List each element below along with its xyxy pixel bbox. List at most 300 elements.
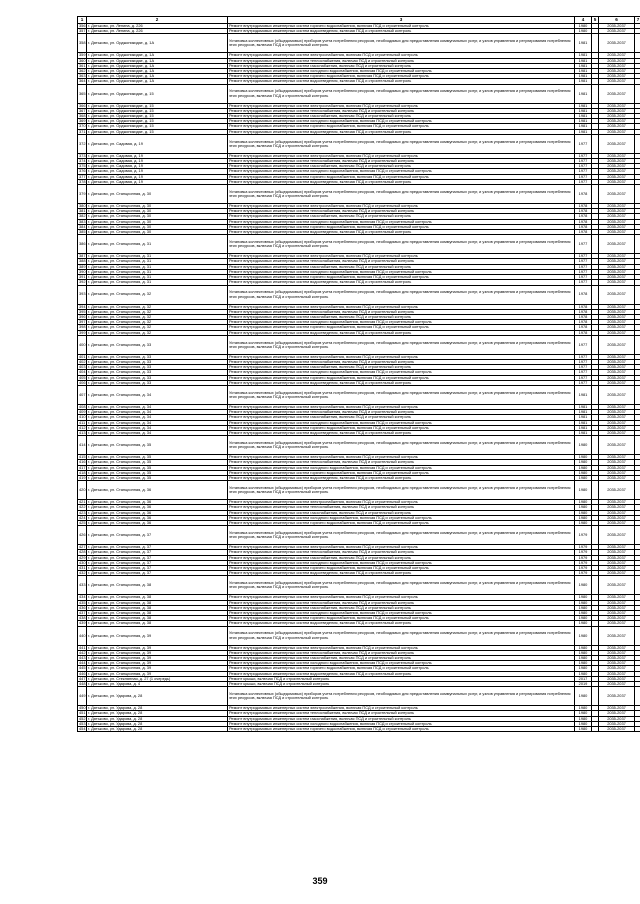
year-cell: 1979 — [575, 566, 592, 571]
year-cell: 1980 — [575, 470, 592, 475]
address-cell: г. Дятьково, ул. Станционная, д. 33 — [87, 359, 228, 364]
year-cell: 1977 — [575, 174, 592, 179]
work-type-cell: Ремонт крыши, включая ПСД и строительный контроль — [228, 682, 575, 687]
period-cell: 2035-2037 — [599, 505, 635, 510]
work-type-cell: Ремонт внутридомовых инженерных систем электроснабжения, включая ПСД и строительный контроль — [228, 455, 575, 460]
row-number: 403 — [79, 364, 86, 370]
address-cell: г. Дятьково, ул. Станционная, д. 31 — [87, 264, 228, 269]
address-cell: г. Дятьково, ул. Садовая, д. 19 — [87, 159, 228, 164]
address-cell: г. Дятьково, ул. Станционная, д. 37 — [87, 550, 228, 555]
row-number: 420 — [78, 481, 87, 500]
year-cell: 1980 — [575, 711, 592, 716]
table-row — [78, 385, 640, 404]
period-cell: 2035-2037 — [599, 425, 635, 430]
row-number: 392 — [79, 279, 86, 285]
row-number: 389 — [79, 264, 86, 269]
empty-cell — [635, 727, 640, 732]
work-type-cell: Ремонт внутридомовых инженерных систем электроснабжения, включая ПСД и строительный контроль — [228, 153, 575, 158]
year-cell: 1978 — [575, 304, 592, 309]
period-cell: 2035-2037 — [599, 721, 635, 726]
address-cell: г. Дятьково, ул. Орджоникидзе, д. 15 — [87, 124, 228, 129]
row-number: 433 — [78, 576, 87, 595]
table-row — [78, 34, 640, 53]
work-type-cell: Ремонт внутридомовых инженерных систем теплоснабжения, включая ПСД и строительный контроль — [228, 460, 575, 465]
address-cell: г. Дятьково, ул. Станционная, д. 35 — [87, 465, 228, 470]
year-cell: 1980 — [575, 436, 592, 455]
address-cell: г. Дятьково, ул. Орджоникидзе, д. 15 — [87, 129, 228, 134]
period-cell: 2035-2037 — [599, 481, 635, 500]
year-cell: 1981 — [575, 53, 592, 58]
address-cell: г. Дятьково, ул. Станционная, д. 39 — [87, 666, 228, 671]
table-row — [78, 134, 640, 153]
row-number: 414 — [78, 436, 87, 455]
year-cell: 1981 — [575, 58, 592, 63]
row-number: 391 — [79, 274, 86, 280]
period-cell: 2035-2037 — [599, 29, 635, 34]
year-cell: 1979 — [575, 555, 592, 560]
row-number: 436 — [79, 605, 86, 610]
period-cell: 2035-2037 — [599, 526, 635, 545]
work-type-cell: Ремонт внутридомовых инженерных систем холодного водоснабжения, включая ПСД и строительный контроль — [228, 721, 575, 726]
work-type-cell: Ремонт внутридомовых инженерных систем газоснабжения, включая ПСД и строительный контроль — [228, 716, 575, 721]
period-cell: 2035-2037 — [599, 114, 635, 119]
year-cell: 1980 — [575, 621, 592, 626]
work-type-cell: Ремонт внутридомовых инженерных систем водоотведения, включая ПСД и строительный контроль — [228, 571, 575, 576]
row-number: 395 — [79, 309, 86, 314]
address-cell: г. Дятьково, ул. Станционная, д. 34 — [87, 404, 228, 409]
period-cell: 2035-2037 — [599, 560, 635, 565]
row-number: 405 — [79, 375, 86, 380]
year-cell: 1978 — [575, 320, 592, 325]
year-cell: 1980 — [575, 455, 592, 460]
work-type-cell: Ремонт внутридомовых инженерных систем электроснабжения, включая ПСД и строительный контроль — [228, 53, 575, 58]
year-cell: 1980 — [575, 687, 592, 706]
work-type-cell: Ремонт внутридомовых инженерных систем водоотведения, включая ПСД и строительный контроль — [228, 280, 575, 285]
row-number: 406 — [79, 380, 86, 385]
period-cell: 2035-2037 — [599, 259, 635, 264]
row-number: 449 — [78, 687, 87, 706]
period-cell: 2035-2037 — [599, 430, 635, 435]
row-number: 454 — [79, 726, 86, 732]
row-number: 415 — [79, 454, 86, 460]
address-cell: г. Дятьково, ул. Станционная, д. 37 — [87, 560, 228, 565]
work-type-cell: Ремонт внутридомовых инженерных систем электроснабжения, включая ПСД и строительный контроль — [228, 595, 575, 600]
period-cell: 2035-2037 — [599, 716, 635, 721]
period-cell: 2035-2037 — [599, 375, 635, 380]
year-cell: 1980 — [575, 500, 592, 505]
year-cell: 1981 — [575, 84, 592, 103]
address-cell: г. Дятьково, ул. Орджоникидзе, д. 1А — [87, 58, 228, 63]
row-number: 385 — [79, 229, 86, 235]
year-cell: 1980 — [575, 605, 592, 610]
year-cell: 1980 — [575, 29, 592, 34]
work-type-cell: Ремонт внутридомовых инженерных систем холодного водоснабжения, включая ПСД и строительный контроль — [228, 370, 575, 375]
period-cell: 2035-2037 — [599, 727, 635, 732]
period-cell: 2035-2037 — [599, 309, 635, 314]
empty-cell — [635, 84, 640, 103]
period-cell: 2035-2037 — [599, 520, 635, 525]
period-cell: 2035-2037 — [599, 134, 635, 153]
address-cell: г. Дятьково, ул. Орджоникидзе, д. 1А — [87, 34, 228, 53]
address-cell: г. Дятьково, ул. Станционная, д. 36 — [87, 520, 228, 525]
period-cell: 2035-2037 — [599, 460, 635, 465]
year-cell: 1977 — [575, 264, 592, 269]
period-cell: 2035-2037 — [599, 275, 635, 280]
address-cell: г. Дятьково, ул. Станционная, д. 39 — [87, 656, 228, 661]
address-cell: г. Дятьково, ул. Станционная, д. 35 — [87, 455, 228, 460]
row-number: 376 — [79, 168, 86, 174]
year-cell: 1980 — [575, 460, 592, 465]
period-cell: 2035-2037 — [599, 645, 635, 650]
year-cell: 1977 — [575, 370, 592, 375]
address-cell: г. Дятьково, ул. Станционная, д. 35 — [87, 460, 228, 465]
address-cell: г. Дятьково, ул. Станционная, д. 34 — [87, 385, 228, 404]
period-cell: 2035-2037 — [599, 385, 635, 404]
year-cell: 1977 — [575, 235, 592, 254]
period-cell: 2035-2037 — [599, 230, 635, 235]
empty-cell — [592, 235, 599, 254]
year-cell: 1981 — [575, 420, 592, 425]
year-cell: 1978 — [575, 204, 592, 209]
row-number: 383 — [79, 219, 86, 224]
address-cell: г. Дятьково, ул. Орджоникидзе, д. 1А — [87, 79, 228, 84]
year-cell: 1980 — [575, 481, 592, 500]
period-cell: 2035-2037 — [599, 365, 635, 370]
address-cell: г. Дятьково, ул. Станционная, д. 33 — [87, 354, 228, 359]
period-cell: 2035-2037 — [599, 63, 635, 68]
row-number: 360 — [79, 58, 86, 63]
period-cell: 2035-2037 — [599, 69, 635, 74]
empty-cell — [635, 285, 640, 304]
row-number: 394 — [79, 304, 86, 309]
address-cell: г. Дятьково, ул. Станционная, д. 38 — [87, 605, 228, 610]
year-cell: 1980 — [575, 600, 592, 605]
row-number: 375 — [79, 163, 86, 169]
row-number: 419 — [79, 475, 86, 480]
empty-cell — [592, 185, 599, 204]
work-type-cell: Ремонт внутридомовых инженерных систем холодного водоснабжения, включая ПСД и строительный контроль — [228, 119, 575, 124]
work-type-cell: Ремонт внутридомовых инженерных систем теплоснабжения, включая ПСД и строительный контроль — [228, 108, 575, 113]
empty-cell — [635, 134, 640, 153]
year-cell: 1979 — [575, 550, 592, 555]
row-number: 396 — [79, 314, 86, 319]
empty-cell — [592, 481, 599, 500]
period-cell: 2035-2037 — [599, 204, 635, 209]
year-cell: 1977 — [575, 365, 592, 370]
address-cell: г. Дятьково, ул. Станционная, д. 36 — [87, 515, 228, 520]
address-cell: г. Дятьково, ул. Станционная, д. 32 — [87, 325, 228, 330]
period-cell: 2035-2037 — [599, 174, 635, 179]
row-number: 356 — [79, 23, 86, 28]
address-cell: г. Дятьково, ул. Станционная, д. 37 — [87, 566, 228, 571]
work-type-cell: Ремонт внутридомовых инженерных систем теплоснабжения, включая ПСД и строительный контроль — [228, 505, 575, 510]
year-cell: 1981 — [575, 404, 592, 409]
year-cell: 1981 — [575, 63, 592, 68]
row-number: 442 — [79, 650, 86, 655]
address-cell: г. Дятьково, ул. Станционная, д. 32 — [87, 304, 228, 309]
year-cell: 1977 — [575, 164, 592, 169]
work-type-cell: Ремонт внутридомовых инженерных систем газоснабжения, включая ПСД и строительный контроль — [228, 314, 575, 319]
period-cell: 2035-2037 — [599, 304, 635, 309]
work-type-cell: Ремонт внутридомовых инженерных систем теплоснабжения, включая ПСД и строительный контроль — [228, 259, 575, 264]
work-type-cell: Ремонт внутридомовых инженерных систем водоотведения, включая ПСД и строительный контроль — [228, 621, 575, 626]
period-cell: 2035-2037 — [599, 224, 635, 229]
year-cell: 1980 — [575, 505, 592, 510]
address-cell: г. Дятьково, ул. Станционная, д. 34 — [87, 430, 228, 435]
address-cell: г. Дятьково, ул. Станционная, д. 35 — [87, 475, 228, 480]
year-cell: 1980 — [575, 626, 592, 645]
year-cell: 1981 — [575, 103, 592, 108]
row-number: 379 — [78, 185, 87, 204]
row-number: 363 — [79, 73, 86, 79]
work-type-cell: Ремонт внутридомовых инженерных систем холодного водоснабжения, включая ПСД и строительный контроль — [228, 560, 575, 565]
work-type-cell: Установка коллективных (общедомовых) приборов учета потребления ресурсов, необходимых для предоставления коммунальных услуг, и узлов управления и регулирования потребления этих ресурсов, включая ПСД и строительный контроль — [228, 235, 575, 254]
year-cell: 1980 — [575, 510, 592, 515]
year-cell: 1980 — [575, 727, 592, 732]
year-cell: 1977 — [575, 275, 592, 280]
address-cell: г. Дятьково, ул. Станционная, д. 30 — [87, 209, 228, 214]
address-cell: г. Дятьково, ул. Станционная, д. 33 — [87, 365, 228, 370]
address-cell: г. Дятьково, ул. Орджоникидзе, д. 15 — [87, 108, 228, 113]
row-number: 369 — [79, 118, 86, 124]
row-number: 435 — [79, 600, 86, 605]
row-number: 398 — [79, 324, 86, 330]
work-type-cell: Ремонт крыши, включая ПСД и строительный контроль — [228, 676, 575, 681]
year-cell: 1981 — [575, 385, 592, 404]
row-number: 362 — [79, 68, 86, 74]
empty-cell — [635, 235, 640, 254]
address-cell: г. Дятьково, ул. Ударова, д. 28 — [87, 687, 228, 706]
work-type-cell: Установка коллективных (общедомовых) приборов учета потребления ресурсов, необходимых для предоставления коммунальных услуг, и узлов управления и регулирования потребления этих ресурсов, включая ПСД и строительный контроль — [228, 626, 575, 645]
address-cell: г. Дятьково, ул. Ударова, д. 28 — [87, 716, 228, 721]
work-type-cell: Ремонт внутридомовых инженерных систем электроснабжения, включая ПСД и строительный контроль — [228, 103, 575, 108]
address-cell: г. Дятьково, ул. Ударова, д. 28 — [87, 706, 228, 711]
column-header: 1 — [78, 17, 87, 24]
address-cell: г. Дятьково, ул. Станционная, д. 30 — [87, 224, 228, 229]
empty-cell — [592, 385, 599, 404]
address-cell: г. Дятьково, ул. Садовая, д. 19 — [87, 153, 228, 158]
year-cell: 1981 — [575, 114, 592, 119]
period-cell: 2035-2037 — [599, 79, 635, 84]
row-number: 384 — [79, 224, 86, 229]
row-number: 429 — [79, 555, 86, 560]
table-row — [78, 185, 640, 204]
row-number: 444 — [79, 660, 86, 666]
row-number: 378 — [79, 179, 86, 184]
work-type-cell: Ремонт внутридомовых инженерных систем водоотведения, включая ПСД и строительный контроль — [228, 79, 575, 84]
address-cell: г. Дятьково, ул. Садовая, д. 19 — [87, 179, 228, 184]
work-type-cell: Установка коллективных (общедомовых) приборов учета потребления ресурсов, необходимых для предоставления коммунальных услуг, и узлов управления и регулирования потребления этих ресурсов, включая ПСД и строительный контроль — [228, 134, 575, 153]
work-type-cell: Ремонт внутридомовых инженерных систем водоотведения, включая ПСД и строительный контроль — [228, 129, 575, 134]
period-cell: 2035-2037 — [599, 354, 635, 359]
address-cell: г. Дятьково, ул. Станционная, д. 36 — [87, 500, 228, 505]
address-cell: г. Дятьково, ул. Орджоникидзе, д. 1А — [87, 53, 228, 58]
address-cell: г. Дятьково, ул. Орджоникидзе, д. 15 — [87, 103, 228, 108]
year-cell: 1979 — [575, 545, 592, 550]
work-type-cell: Установка коллективных (общедомовых) приборов учета потребления ресурсов, необходимых для предоставления коммунальных услуг, и узлов управления и регулирования потребления этих ресурсов, включая ПСД и строительный контроль — [228, 436, 575, 455]
period-cell: 2035-2037 — [599, 415, 635, 420]
row-number: 443 — [79, 655, 86, 661]
year-cell: 1978 — [575, 224, 592, 229]
column-header: 5 — [592, 17, 599, 24]
table-row — [78, 576, 640, 595]
work-type-cell: Ремонт внутридомовых инженерных систем горячего водоснабжения, включая ПСД и строительный контроль — [228, 174, 575, 179]
period-cell: 2035-2037 — [599, 24, 635, 29]
work-type-cell: Ремонт внутридомовых инженерных систем газоснабжения, включая ПСД и строительный контроль — [228, 656, 575, 661]
year-cell: 1977 — [575, 169, 592, 174]
row-number: 366 — [79, 103, 86, 108]
row-number: 388 — [79, 258, 86, 264]
work-type-cell: Ремонт внутридомовых инженерных систем водоотведения, включая ПСД и строительный контроль — [228, 430, 575, 435]
row-number: 364 — [79, 78, 86, 84]
year-cell: 1978 — [575, 230, 592, 235]
period-cell: 2035-2037 — [599, 58, 635, 63]
work-type-cell: Ремонт внутридомовых инженерных систем водоотведения, включая ПСД и строительный контроль — [228, 671, 575, 676]
address-cell: г. Дятьково, ул. Станционная, д. 39 — [87, 671, 228, 676]
period-cell: 2035-2037 — [599, 576, 635, 595]
address-cell: г. Дятьково, ул. Станционная, д. 36 — [87, 505, 228, 510]
row-number: 404 — [79, 369, 86, 375]
period-cell: 2035-2037 — [599, 682, 635, 687]
address-cell: г. Дятьково, ул. Станционная, д. 37 — [87, 545, 228, 550]
address-cell: г. Дятьково, ул. Станционная, д. 39 — [87, 650, 228, 655]
row-number: 441 — [79, 645, 86, 650]
period-cell: 2035-2037 — [599, 555, 635, 560]
work-type-cell: Ремонт внутридомовых инженерных систем теплоснабжения, включая ПСД и строительный контроль — [228, 159, 575, 164]
table-row — [78, 526, 640, 545]
address-cell: г. Дятьково, ул. Станционная, д. 34 — [87, 415, 228, 420]
row-number: 425 — [79, 520, 86, 525]
address-cell: г. Дятьково, ул. Ударова, д. 4 — [87, 682, 228, 687]
period-cell: 2035-2037 — [599, 616, 635, 621]
table-row — [78, 626, 640, 645]
row-number: 446 — [79, 671, 86, 676]
work-type-cell: Ремонт внутридомовых инженерных систем горячего водоснабжения, включая ПСД и строительный контроль — [228, 224, 575, 229]
table-row — [78, 84, 640, 103]
work-type-cell: Ремонт внутридомовых инженерных систем теплоснабжения, включая ПСД и строительный контроль — [228, 410, 575, 415]
period-cell: 2035-2037 — [599, 280, 635, 285]
period-cell: 2035-2037 — [599, 74, 635, 79]
row-number: 393 — [78, 285, 87, 304]
period-cell: 2035-2037 — [599, 706, 635, 711]
row-number: 417 — [79, 465, 86, 470]
period-cell: 2035-2037 — [599, 34, 635, 53]
row-number: 421 — [79, 499, 86, 505]
period-cell: 2035-2037 — [599, 330, 635, 335]
column-header: 7 — [635, 17, 640, 24]
period-cell: 2035-2037 — [599, 671, 635, 676]
work-type-cell: Ремонт внутридомовых инженерных систем холодного водоснабжения, включая ПСД и строительный контроль — [228, 69, 575, 74]
year-cell: 1980 — [575, 721, 592, 726]
period-cell: 2035-2037 — [599, 235, 635, 254]
work-type-cell: Ремонт внутридомовых инженерных систем горячего водоснабжения, включая ПСД и строительный контроль — [228, 566, 575, 571]
row-number: 381 — [79, 208, 86, 214]
row-number: 431 — [79, 565, 86, 570]
row-number: 427 — [79, 544, 86, 550]
work-type-cell: Ремонт внутридомовых инженерных систем газоснабжения, включая ПСД и строительный контроль — [228, 264, 575, 269]
period-cell: 2035-2037 — [599, 153, 635, 158]
table-row — [78, 481, 640, 500]
period-cell: 2035-2037 — [599, 515, 635, 520]
work-type-cell: Ремонт внутридомовых инженерных систем горячего водоснабжения, включая ПСД и строительный контроль — [228, 425, 575, 430]
empty-cell — [592, 84, 599, 103]
address-cell: г. Дятьково, ул. Станционная, д. 31 — [87, 269, 228, 274]
year-cell: 1978 — [575, 209, 592, 214]
work-type-cell: Ремонт внутридомовых инженерных систем теплоснабжения, включая ПСД и строительный контроль — [228, 550, 575, 555]
work-type-cell: Ремонт внутридомовых инженерных систем холодного водоснабжения, включая ПСД и строительный контроль — [228, 465, 575, 470]
period-cell: 2035-2037 — [599, 380, 635, 385]
address-cell: г. Дятьково, ул. Станционная, д. 32 — [87, 285, 228, 304]
work-type-cell: Ремонт внутридомовых инженерных систем электроснабжения, включая ПСД и строительный контроль — [228, 304, 575, 309]
row-number: 373 — [79, 153, 86, 158]
year-cell: 1981 — [575, 124, 592, 129]
period-cell: 2035-2037 — [599, 119, 635, 124]
address-cell: г. Дятьково, ул. Станционная, д. 31 — [87, 235, 228, 254]
work-type-cell: Установка коллективных (общедомовых) приборов учета потребления ресурсов, необходимых для предоставления коммунальных услуг, и узлов управления и регулирования потребления этих ресурсов, включая ПСД и строительный контроль — [228, 526, 575, 545]
work-type-cell: Ремонт внутридомовых инженерных систем газоснабжения, включая ПСД и строительный контроль — [228, 510, 575, 515]
period-cell: 2035-2037 — [599, 335, 635, 354]
work-type-cell: Ремонт внутридомовых инженерных систем газоснабжения, включая ПСД и строительный контроль — [228, 365, 575, 370]
table-row — [78, 285, 640, 304]
row-number: 416 — [79, 459, 86, 465]
work-type-cell: Ремонт внутридомовых инженерных систем холодного водоснабжения, включая ПСД и строительный контроль — [228, 269, 575, 274]
year-cell: 1980 — [575, 661, 592, 666]
period-cell: 2035-2037 — [599, 264, 635, 269]
period-cell: 2035-2037 — [599, 676, 635, 681]
address-cell: г. Дятьково, ул. Станционная, д. 38 — [87, 600, 228, 605]
document-table-container — [77, 16, 640, 732]
year-cell: 1977 — [575, 254, 592, 259]
work-type-cell: Ремонт внутридомовых инженерных систем электроснабжения, включая ПСД и строительный контроль — [228, 645, 575, 650]
address-cell: г. Дятьково, ул. Ударова, д. 28 — [87, 727, 228, 732]
row-number: 380 — [79, 203, 86, 209]
year-cell: 1980 — [575, 24, 592, 29]
address-cell: г. Дятьково, ул. Станционная, д. 31 — [87, 280, 228, 285]
row-number: 359 — [79, 52, 86, 58]
address-cell: г. Дятьково, ул. Станционная, д. 35 — [87, 470, 228, 475]
row-number: 411 — [79, 420, 86, 425]
row-number: 357 — [79, 28, 86, 34]
period-cell: 2035-2037 — [599, 711, 635, 716]
period-cell: 2035-2037 — [599, 320, 635, 325]
row-number: 434 — [79, 594, 86, 600]
column-header: 3 — [228, 17, 575, 24]
row-number: 372 — [78, 134, 87, 153]
year-cell: 1980 — [575, 650, 592, 655]
work-type-cell: Ремонт внутридомовых инженерных систем холодного водоснабжения, включая ПСД и строительный контроль — [228, 169, 575, 174]
address-cell: г. Дятьково, ул. Станционная, д. 31 — [87, 275, 228, 280]
page-number: 359 — [312, 876, 328, 886]
table-row — [78, 235, 640, 254]
year-cell: 1979 — [575, 526, 592, 545]
year-cell: 1978 — [575, 314, 592, 319]
address-cell: г. Дятьково, ул. Садовая, д. 19 — [87, 164, 228, 169]
row-number: 407 — [78, 385, 87, 404]
address-cell: г. Дятьково, ул. Орджоникидзе, д. 1А — [87, 74, 228, 79]
address-cell: г. Дятьково, ул. Ударова, д. 28 — [87, 711, 228, 716]
year-cell: 2019 — [575, 682, 592, 687]
address-cell: г. Дятьково, ул. Орджоникидзе, д. 15 — [87, 114, 228, 119]
work-type-cell: Ремонт внутридомовых инженерных систем горячего водоснабжения, включая ПСД и строительный контроль — [228, 616, 575, 621]
address-cell: г. Дятьково, ул. Стеклянная, д. 27 (1 очередь) — [87, 676, 228, 681]
row-number: 448 — [79, 681, 86, 687]
period-cell: 2035-2037 — [599, 159, 635, 164]
empty-cell — [592, 687, 599, 706]
work-type-cell: Ремонт внутридомовых инженерных систем газоснабжения, включая ПСД и строительный контроль — [228, 605, 575, 610]
year-cell: 1978 — [575, 214, 592, 219]
year-cell: 1981 — [575, 69, 592, 74]
address-cell: г. Дятьково, ул. Станционная, д. 37 — [87, 526, 228, 545]
